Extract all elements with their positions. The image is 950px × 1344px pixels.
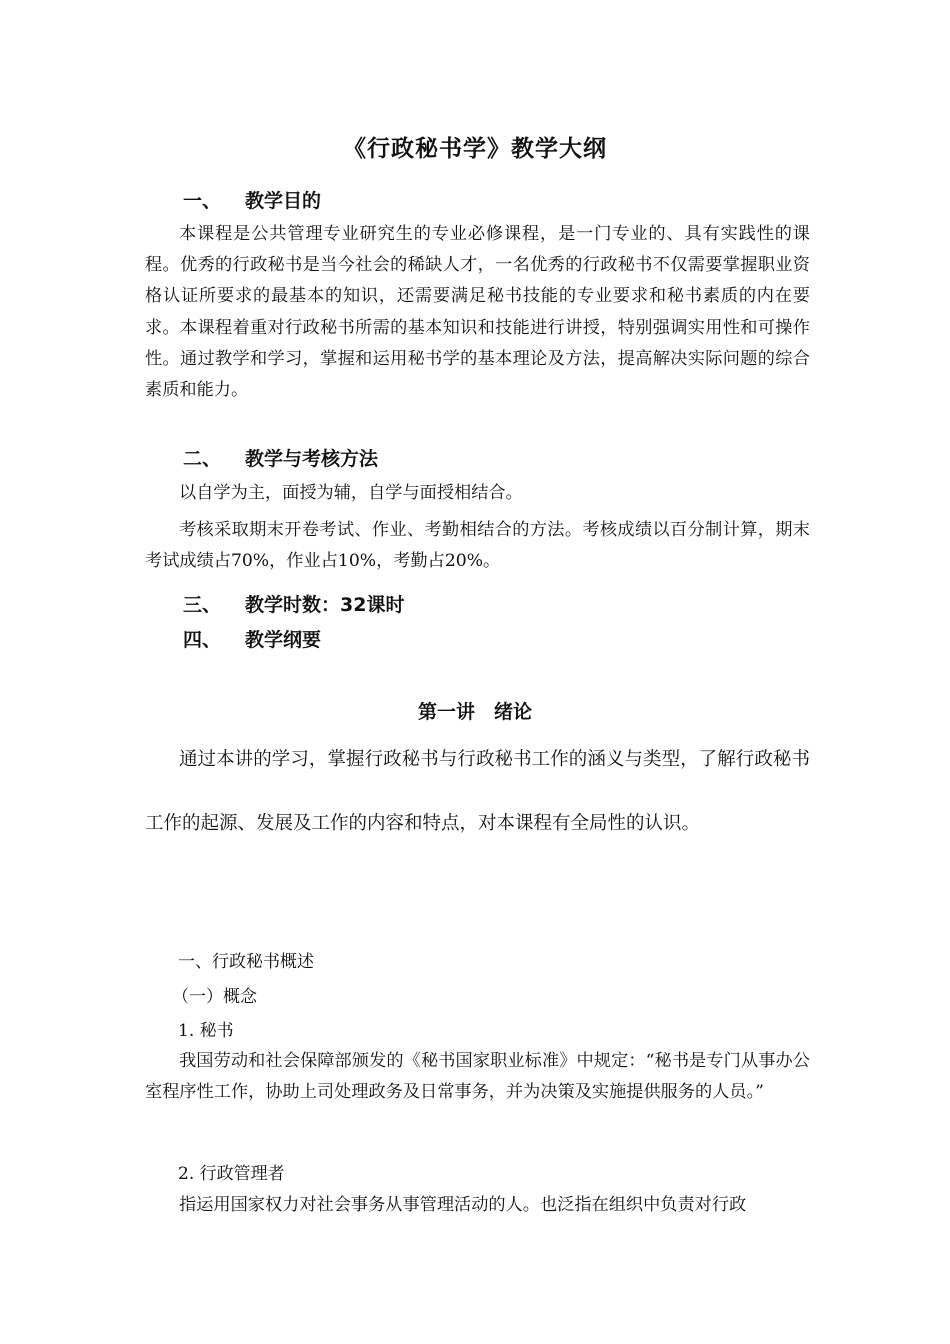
section-label: 教学与考核方法: [245, 448, 379, 470]
document-title: 《行政秘书学》教学大纲: [343, 136, 607, 162]
purpose-paragraph: 本课程是公共管理专业研究生的专业必修课程，是一门专业的、具有实践性的课程。优秀的行政秘书是当今社会的稀缺人才，一名优秀的行政秘书不仅需要掌握职业资格认证所要求的最基本的知识，还需要满足秘书技能的专业要求和秘书素质的内在要求。本课程着重对行政秘书所需的基本知识和技能进行讲授，特别强调实用性和可操作性。通过教学和学习，掌握和运用秘书学的基本理论及方法，提高解决实际问题的综合素质和能力。: [145, 224, 810, 401]
section-label: 教学纲要: [245, 629, 322, 651]
section-label: 教学目的: [245, 190, 322, 212]
outline-subheading: （一）概念: [172, 987, 257, 1007]
item-heading-secretary: 1. 秘书: [178, 1021, 234, 1041]
section-number: 二、: [183, 448, 222, 470]
section-number: 三、: [183, 594, 222, 616]
section-number: 四、: [183, 629, 222, 651]
section-heading-purpose: [183, 186, 321, 213]
section-number: 一、: [183, 190, 222, 212]
method-paragraph-2: 考核采取期末开卷考试、作业、考勤相结合的方法。考核成绩以百分制计算，期末考试成绩占70%，作业占10%，考勤占20%。: [145, 520, 810, 572]
outline-heading: 一、行政秘书概述: [178, 952, 314, 972]
method-paragraph-1: 以自学为主，面授为辅，自学与面授相结合。: [179, 483, 523, 503]
lecture-title: 第一讲 绪论: [417, 701, 532, 723]
item-paragraph-administrator: 指运用国家权力对社会事务从事管理活动的人。也泛指在组织中负责对行政: [179, 1195, 747, 1215]
section-heading-method: [183, 444, 378, 471]
lecture-intro-paragraph: 通过本讲的学习，掌握行政秘书与行政秘书工作的涵义与类型，了解行政秘书工作的起源、发展及工作的内容和特点，对本课程有全局性的认识。: [145, 749, 810, 834]
section-heading-hours: [183, 590, 404, 617]
item-paragraph-secretary: 我国劳动和社会保障部颁发的《秘书国家职业标准》中规定：“秘书是专门从事办公室程序性工作，协助上司处理政务及日常事务，并为决策及实施提供服务的人员。”: [145, 1051, 810, 1103]
item-heading-administrator: 2. 行政管理者: [178, 1164, 285, 1184]
section-label: 教学时数：32课时: [245, 594, 405, 616]
section-heading-outline: [183, 625, 321, 652]
